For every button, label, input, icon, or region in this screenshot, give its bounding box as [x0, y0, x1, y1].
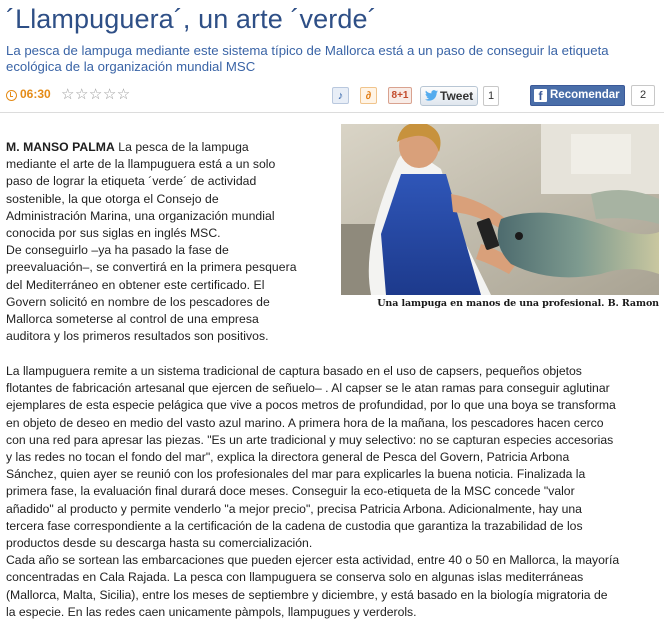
body-line: concentradas en Cala Rajada. La pesca con llampuguera se conserva solo en algunas islas mediterráneas	[6, 570, 584, 585]
tweet-count: 1	[483, 86, 499, 106]
meneame-share-icon[interactable]: ♪	[332, 87, 349, 104]
toolbar-divider	[0, 112, 664, 113]
body-line: Cada año se sortean las embarcaciones que pueden ejercer esta actividad, entre 40 o 50 en Mallorca, la mayoría	[6, 553, 620, 568]
facebook-recommend-button[interactable]	[530, 85, 625, 106]
article-body-full-width	[6, 363, 658, 621]
author-byline: M. MANSO PALMA	[6, 140, 115, 154]
body-line: mediante el arte de la llampuguera está a un solo	[6, 157, 276, 172]
facebook-recommend-label: Recomendar	[550, 89, 620, 101]
article-title: ´Llampuguera´, un arte ´verde´	[6, 4, 377, 34]
star-rating[interactable]: ☆☆☆☆☆	[61, 85, 131, 103]
body-line: con una red para apresar las piezas. "Es un arte tradicional y muy selectivo: no se capturan especies accesorias	[6, 432, 614, 447]
body-line: en objeto de deseo en medio del vasto azul marino. A primera hora de la mañana, los pescadores hacen cerco	[6, 415, 604, 430]
article-toolbar	[0, 84, 664, 108]
body-line: De conseguirlo –ya ha pasado la fase de	[6, 243, 229, 258]
twitter-bird-icon	[425, 90, 438, 101]
body-line: Sánchez, quien ayer se reunió con los profesionales del mar para explicarles la buena noticia. Finalizada la	[6, 467, 586, 482]
body-line: Govern solicitó en nombre de los pescadores de	[6, 294, 270, 309]
body-line: M. MANSO PALMA La pesca de la lampuga	[6, 140, 249, 154]
facebook-count: 2	[631, 85, 655, 106]
body-line: flotantes de fabricación artesanal que ejercen de señuelo– . Al capser se le atan ramas para conseguir aglutinar	[6, 381, 610, 396]
fisherwoman-with-lampuga-image	[341, 124, 659, 295]
tweet-label: Tweet	[440, 89, 474, 103]
body-line: (Mallorca, Malta, Sicilia), entre los meses de septiembre y diciembre, y está basado en la biología migratoria de	[6, 587, 608, 602]
body-line: primera fase, la evaluación final durará doce meses. Conseguir la eco-etiqueta de la MSC concede "valor	[6, 484, 575, 499]
body-line: y las redes no tocan el fondo del mar", explica la directora general de Pesca del Govern, Patricia Arbona	[6, 450, 570, 465]
body-line: preevaluación–, se convertirá en la primera pesquera	[6, 260, 297, 275]
body-line: del Mediterráneo en obtener este certificado. El	[6, 277, 265, 292]
body-line: Mallorca someterse al control de una empresa	[6, 312, 259, 327]
body-line: Administración Marina, una organización mundial	[6, 208, 275, 223]
facebook-icon: f	[534, 89, 547, 102]
publish-time: 06:30	[20, 87, 51, 101]
article-photo	[341, 124, 659, 295]
body-line: conocida por sus siglas en inglés MSC.	[6, 226, 221, 241]
photo-caption: Una lampuga en manos de una profesional. B. Ramon	[377, 298, 659, 309]
clock-icon	[6, 90, 17, 101]
body-line: ejemplares de esta especie pelágica que vive a pocos metros de profundidad, por lo que una boya se transforma	[6, 398, 616, 413]
article-subtitle: La pesca de lampuga mediante este sistema típico de Mallorca está a un paso de conseguir la etiqueta ecológica de la organización mundial MSC	[6, 43, 609, 74]
body-line: tercera fase correspondiente a la certificación de la cadena de custodia que garantiza la trazabilidad de los	[6, 518, 583, 533]
body-line: auditora y los primeros resultados son positivos.	[6, 329, 269, 344]
body-line: paso de lograr la etiqueta ´verde´ de actividad	[6, 174, 257, 189]
body-line: La llampuguera remite a un sistema tradicional de captura basado en el uso de capsers, pequeños objetos	[6, 364, 582, 378]
body-line: sostenible, la que otorga el Consejo de	[6, 191, 219, 206]
google-plus-button[interactable]: 8+1	[388, 87, 412, 104]
bitacoras-share-icon[interactable]: ∂	[360, 87, 377, 104]
body-line: la especie. En las redes caen unicamente pàmpols, llampugues y verderols.	[6, 604, 417, 619]
body-line: productos desde su descarga hasta su comercialización.	[6, 536, 313, 551]
article-body-column	[6, 139, 336, 345]
body-line: añadido" al producto y permite venderlo "a mejor precio", precisa Patricia Arbona. Adicionalmente, hay una	[6, 501, 582, 516]
tweet-button[interactable]	[420, 86, 478, 106]
